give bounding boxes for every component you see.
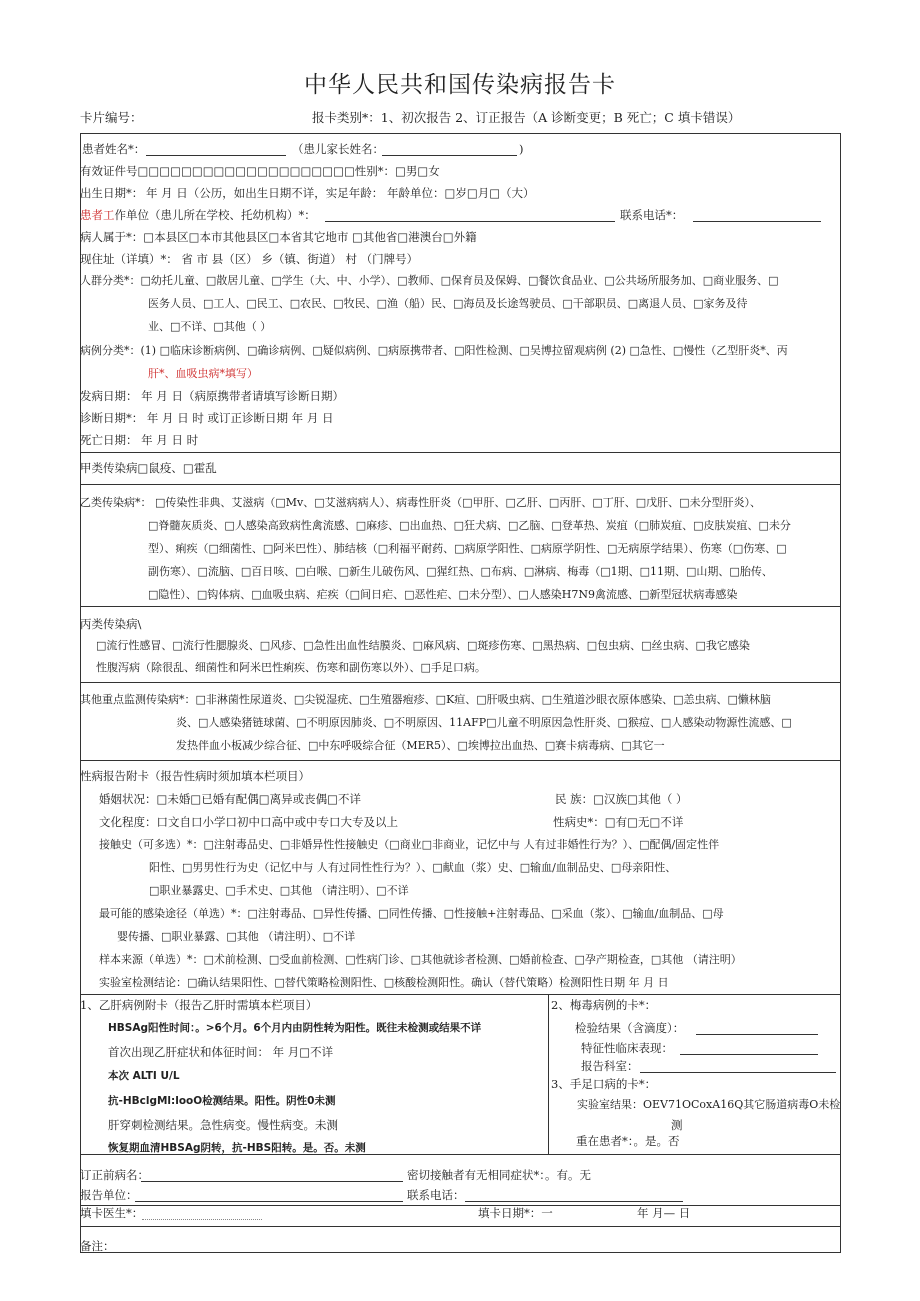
class-c-row-2[interactable]: 性腹泻病（除很乱、细菌性和阿米巴性痢疾、伤寒和副伤寒以外）、□手足口病。 — [96, 661, 486, 674]
hep-b-card-title: 1、乙肝病例附卡（报告乙肝时需填本栏项目） — [80, 998, 318, 1012]
column-divider — [548, 994, 549, 1154]
id-sex-row[interactable]: 有效证件号□□□□□□□□□□□□□□□□□□□□性别*：□男□女 — [80, 164, 440, 178]
hbsag-row[interactable]: HBSAg阳性时间：。>6个月。6个月内由阴性转为阳性。既往未检测或结果不详 — [108, 1022, 482, 1034]
divider — [80, 1226, 841, 1227]
first-symptom-row[interactable]: 首次出现乙肝症状和体征时间： 年 月□不详 — [108, 1045, 334, 1059]
syphilis-card-title: 2、梅毒病例的卡*： — [551, 998, 657, 1012]
divider — [80, 682, 841, 683]
fill-date-field[interactable]: 年 月— 日 — [637, 1206, 691, 1220]
report-unit-field[interactable] — [135, 1190, 403, 1202]
report-dept-field[interactable] — [640, 1061, 836, 1073]
divider — [80, 606, 841, 607]
patient-name-label[interactable]: 患者姓名*： — [82, 142, 146, 156]
divider — [80, 760, 841, 761]
recovery-row[interactable]: 恢复期血清HBSAg阴转，抗-HBS阳转。是。否。未测 — [108, 1142, 366, 1154]
other-disease-row-2[interactable]: 炎、□人感染猪链球菌、□不明原因肺炎、□不明原因、11AFP□儿童不明原因急性肝炎、□猴痘、□人感染动物源性流感、□ — [176, 716, 792, 729]
crowd-row-2[interactable]: 医务人员、□工人、□民工、□农民、□牧民、□渔（船）民、□海员及长途驾驶员、□干部职员、□离退人员、□家务及待 — [148, 297, 748, 310]
fill-date-label: 填卡日期*：一 — [478, 1206, 553, 1220]
header-row — [80, 108, 840, 126]
divider — [80, 1154, 841, 1155]
doctor-field[interactable] — [142, 1208, 262, 1220]
page-title: 中华人民共和国传染病报告卡 — [304, 72, 616, 98]
report-dept-label: 报告科室： — [581, 1059, 639, 1073]
class-a-row[interactable]: 甲类传染病□鼠疫、□霍乱 — [80, 461, 217, 475]
sample-source-row[interactable]: 样本来源（单选）*：□术前检测、□受血前检测、□性病门诊、□其他就诊者检测、□婚前检查、□孕产期检查，□其他 （请注明） — [99, 953, 742, 966]
class-b-row-5[interactable]: □隐性）、□钩体病、□血吸虫病、疟疾（□间日疟、□恶性疟、□未分型）、□人感染H7N9禽流感、□新型冠状病毒感染 — [148, 588, 738, 601]
remark-label[interactable]: 备注： — [80, 1239, 115, 1253]
case-class-options[interactable]: (1) □临床诊断病例、□确诊病例、□疑似病例、□病原携带者、□阳性检测、□吴博拉留观病例 (2) □急性、□慢性（乙型肝炎*、丙 — [140, 344, 788, 357]
close-contact-row[interactable]: 密切接触者有无相同症状*：。有。无 — [407, 1168, 591, 1182]
education-row[interactable]: 文化程度：口文自口小学口初中口高中或中专口大专及以上 — [99, 815, 398, 829]
other-disease-row-1[interactable]: 其他重点监测传染病*：□非淋菌性尿道炎、□尖锐湿疣、□生殖器疱疹、□K疸、□肝吸虫病、□生殖道沙眼衣原体感染、□恙虫病、□懒林脑 — [80, 693, 771, 706]
liver-biopsy-row[interactable]: 肝穿刺检测结果。急性病变。慢性病变。未测 — [108, 1118, 338, 1132]
std-history-row[interactable]: 性病史*：□有□无□不详 — [553, 815, 684, 829]
contact-history-row-1[interactable]: 接触史（可多选）*：□注射毒品史、□非婚异性性接触史（□商业□非商业，记忆中与 人有过非婚性行为？）、□配偶/固定性伴 — [99, 838, 720, 851]
work-unit-row[interactable] — [80, 207, 316, 223]
onset-date-row[interactable]: 发病日期： 年 月 日（病原携带者请填写诊断日期） — [80, 389, 344, 403]
hfm-card-title: 3、手足口病的卡*： — [551, 1077, 657, 1091]
class-b-row-4[interactable]: 副伤寒）、□流脑、□百日咳、□白喉、□新生儿破伤风、□猩红热、□布病、□淋病、梅毒（□1期、□11期、□山期、□胎传、 — [148, 565, 773, 578]
contact-history-row-3[interactable]: □职业暴露史、□手术史、□其他 （请注明）、□不详 — [149, 884, 409, 897]
contact-history-row-2[interactable]: 阳性、□男男性行为史（记忆中与 人有过同性性行为？）、□献血（浆）史、□输血/血制品史、□母亲阳性、 — [149, 861, 677, 874]
crowd-row-1[interactable]: 人群分类*：□幼托儿童、□散居儿童、□学生（大、中、小学）、□教师、□保育员及保姆、□餐饮食品业、□公共场所服务加、□商业服务、□ — [80, 274, 779, 287]
syphilis-test-label: 检验结果（含滴度）： — [575, 1021, 685, 1035]
hfm-lab-row-cont: 测 — [671, 1118, 683, 1132]
class-b-row-3[interactable]: 型）、痢疾（□细菌性、□阿米巴性）、肺结核（□利福平耐药、□病原学阳性、□病原学阴性、□无病原学结果）、伤寒（□伤寒、□ — [148, 542, 787, 555]
anti-hbc-row[interactable]: 抗-HBclgMl:looO检测结果。阳性。阴性0未测 — [108, 1095, 336, 1107]
other-disease-row-3[interactable]: 发热伴血小板减少综合征、□中东呼吸综合征（MER5）、□埃博拉出血热、□赛卡病毒病、□其它一 — [176, 739, 665, 752]
infection-route-row-1[interactable]: 最可能的感染途径（单选）*：□注射毒品、□异性传播、□同性传播、□性接触+注射毒品、□采血（浆）、□输血/血制品、□母 — [99, 907, 724, 920]
guardian-close: ) — [519, 142, 524, 156]
severe-case-row[interactable]: 重在患者*：。是。否 — [576, 1134, 680, 1148]
case-class-row-2: 肝*、血吸虫病*填写） — [148, 367, 258, 380]
class-c-title: 丙类传染病\ — [80, 617, 142, 631]
phone-label: 联系电话*： — [620, 208, 684, 222]
footer-phone-label: 联系电话： — [407, 1188, 465, 1202]
work-unit-label-b: 作单位（患儿所在学校、托幼机构）*： — [114, 208, 316, 222]
address-row[interactable]: 现住址（详填）*： 省 市 县（区） 乡（镇、街道） 村 （门牌号） — [80, 252, 419, 266]
marriage-row[interactable]: 婚姻状况：□未婚□已婚有配偶□离异或丧偶□不详 — [99, 792, 361, 806]
work-unit-field[interactable] — [325, 210, 615, 222]
syphilis-test-field[interactable] — [696, 1023, 818, 1035]
revised-disease-field[interactable] — [141, 1170, 403, 1182]
phone-field[interactable] — [693, 210, 821, 222]
doctor-label: 填卡医生*： — [80, 1206, 144, 1220]
diagnosis-date-row[interactable]: 诊断日期*： 年 月 日 时 或订正诊断日期 年 月 日 — [80, 411, 334, 425]
hfm-lab-row[interactable]: 实验室结果：OEV71OCoxA16Q其它肠道病毒O未检 — [577, 1098, 841, 1111]
revised-disease-label: 订正前病名： — [80, 1168, 149, 1182]
card-number-label: 卡片编号： — [80, 110, 143, 125]
ethnic-row[interactable]: 民 族：□汉族□其他（ ） — [555, 792, 688, 806]
case-class-row-1[interactable] — [80, 343, 788, 359]
divider — [80, 994, 841, 995]
class-c-row-1[interactable]: □流行性感冒、□流行性腮腺炎、□风疹、□急性出血性结膜炎、□麻风病、□斑疹伤寒、□黑热病、□包虫病、□丝虫病、□我它感染 — [96, 639, 750, 652]
alt-row[interactable]: 本次 ALTI U/L — [108, 1070, 180, 1082]
infection-route-row-2[interactable]: 婴传播、□职业暴露、□其他 （请注明）、□不详 — [117, 930, 356, 943]
patient-belong-row[interactable]: 病人属于*：□本县区□本市其他县区□本省其它地市 □其他省□港澳台□外籍 — [80, 230, 477, 244]
card-type-label[interactable]: 报卡类别*：1、初次报告 2、订正报告（A 诊断变更；B 死亡；C 填卡错误） — [312, 110, 741, 125]
class-b-row-2[interactable]: □脊髓灰质炎、□人感染高致病性禽流感、□麻疹、□出血热、□狂犬病、□乙脑、□登革热、炭疽（□肺炭疽、□皮肤炭疽、□未分 — [148, 519, 791, 532]
guardian-name-field[interactable] — [382, 144, 517, 156]
syphilis-clinical-field[interactable] — [680, 1043, 818, 1055]
birth-date-row[interactable]: 年 月 日（公历，如出生日期不详，实足年龄： 年龄单位：□岁□月□（大） — [146, 186, 535, 200]
divider — [80, 1205, 841, 1206]
birth-date-label[interactable]: 出生日期*： — [80, 186, 144, 200]
crowd-row-3[interactable]: 业、□不详、□其他（ ） — [148, 320, 272, 333]
divider — [80, 484, 841, 485]
work-unit-label-a: 患者工 — [80, 208, 115, 222]
report-unit-label: 报告单位： — [80, 1188, 138, 1202]
case-class-label: 病例分类*： — [80, 344, 141, 357]
divider — [80, 452, 841, 453]
death-date-row[interactable]: 死亡日期： 年 月 日 时 — [80, 433, 199, 447]
guardian-name-label: （患儿家长姓名： — [292, 142, 384, 156]
std-card-title: 性病报告附卡（报告性病时须加填本栏项目） — [80, 769, 310, 783]
footer-phone-field[interactable] — [465, 1190, 683, 1202]
patient-name-field[interactable] — [146, 144, 286, 156]
syphilis-clinical-label: 特征性临床表现： — [581, 1041, 673, 1055]
lab-conclusion-row[interactable]: 实验室检测结论：□确认结果阳性、□替代策略检测阳性、□核酸检测阳性。确认（替代策略）检测阳性日期 年 月 日 — [99, 976, 669, 989]
class-b-row-1[interactable]: 乙类传染病*： □传染性非典、艾滋病（□Mv、□艾滋病病人）、病毒性肝炎（□甲肝、□乙肝、□丙肝、□丁肝、□戊肝、□未分型肝炎）、 — [80, 496, 762, 509]
